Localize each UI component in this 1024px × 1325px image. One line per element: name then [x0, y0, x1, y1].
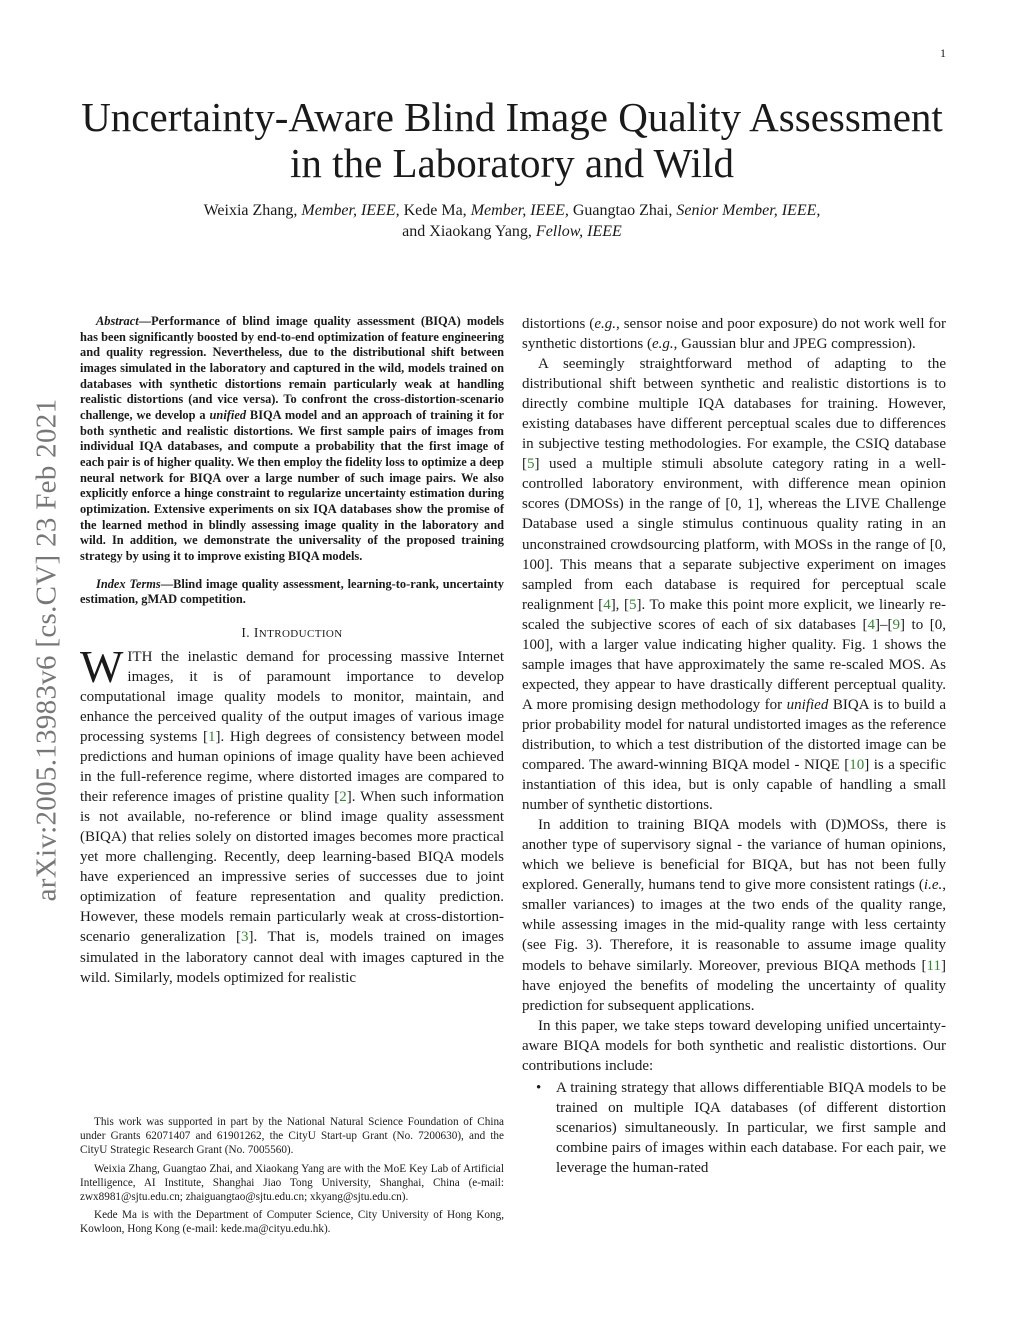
- author-role: Fellow, IEEE: [535, 223, 622, 240]
- paper-title: Uncertainty-Aware Blind Image Quality Assessment in the Laboratory and Wild: [81, 94, 943, 186]
- footnotes: [80, 1115, 504, 1241]
- footnote-affiliation: Kede Ma is with the Department of Computer Science, City University of Hong Kong, Kowloon, Hong Kong (e-mail: kede.ma@cityu.edu.hk).: [80, 1209, 504, 1236]
- math-range: [0, 100]: [522, 616, 946, 653]
- author-name: Guangtao Zhai,: [568, 202, 677, 219]
- author-role: Member, IEEE,: [470, 202, 569, 219]
- author-name: and Xiaokang Yang,: [402, 223, 536, 240]
- citation-link[interactable]: 5: [527, 456, 535, 473]
- author-role: Senior Member, IEEE,: [676, 202, 821, 219]
- contributions-list: [522, 1078, 946, 1178]
- intro-paragraph: WITH the inelastic demand for processing massive Internet images, it is of paramount importance to develop computational image quality models to monitor, maintain, and enhance the perceived quality of the output images of various image processing systems [1]. High degrees of consistency between model predictions and human opinions of image quality have been achieved in the full-reference regime, where distorted images are compared to their reference images of pristine quality [2]. When such information is not available, no-reference or blind image quality assessment (BIQA) that relies solely on distorted images becomes more practical yet more challenging. Recently, deep learning-based BIQA models have experienced an impressive series of successes due to joint optimization of feature representation and quality prediction. However, these models remain particularly weak at cross-distortion-scenario generalization [3]. That is, models trained on images simulated in the laboratory cannot deal with images captured in the wild. Similarly, models optimized for realistic: [80, 640, 505, 986]
- index-terms: Index Terms—Blind image quality assessment, learning-to-rank, uncertainty estimation, gMAD competition.: [80, 576, 505, 607]
- citation-link[interactable]: 11: [926, 957, 941, 974]
- author-name: Weixia Zhang,: [203, 202, 302, 219]
- left-column: [80, 314, 504, 988]
- citation-link[interactable]: 1: [208, 729, 216, 745]
- math-range: [0, 1]: [725, 496, 760, 513]
- citation-link[interactable]: 4: [603, 596, 611, 613]
- abstract-label: Abstract: [96, 314, 139, 328]
- citation-link[interactable]: 10: [849, 757, 865, 774]
- footnote-affiliation: Weixia Zhang, Guangtao Zhai, and Xiaokang Yang are with the MoE Key Lab of Artificial Intelligence, AI Institute, Shanghai Jiao Tong University, Shanghai, China (e-mail: zwx8981@sjtu.edu.cn; zhaiguangtao@sjtu.edu.cn; xkyang@sjtu.edu.cn).: [80, 1162, 504, 1204]
- author-name: Kede Ma,: [399, 202, 471, 219]
- emphasis: unified: [209, 407, 247, 422]
- bullet-icon: •: [536, 1079, 542, 1096]
- abstract: Abstract—Performance of blind image quality assessment (BIQA) models has been significantly boosted by end-to-end optimization of feature engineering and quality regression. Nevertheless, due to the distributional shift between images simulated in the laboratory and captured in the wild, models trained on databases with synthetic distortions remain particularly weak at handling realistic distortions (and vice versa). To confront the cross-distortion-scenario challenge, we develop a unified BIQA model and an approach of training it for both synthetic and realistic distortions. We first sample pairs of images from individual IQA databases, and compute a probability that the first image of each pair is of higher quality. We then employ the fidelity loss to optimize a deep neural network for BIQA over a large number of such image pairs. We also explicitly enforce a hinge constraint to regularize uncertainty estimation during optimization. Extensive experiments on six IQA databases show the promise of the learned method in blindly assessing image quality in the laboratory and wild. In addition, we demonstrate the universality of the proposed training strategy by using it to improve existing BIQA models.: [80, 314, 504, 563]
- index-terms-label: Index Terms: [96, 576, 161, 591]
- drop-cap: W: [80, 640, 124, 692]
- arxiv-identifier: arXiv:2005.13983v6 [cs.CV] 23 Feb 2021: [30, 398, 63, 902]
- author-line-2: [120, 221, 904, 242]
- author-role: Member, IEEE,: [301, 202, 400, 219]
- body-paragraph: A seemingly straightforward method of adapting to the distributional shift between synthetic and realistic distortions is to directly combine multiple IQA databases for training. However, existing databases have different perceptual scales due to differences in subjective testing methodologies. For example, the CSIQ database [5] used a multiple stimuli absolute category rating in a well-controlled laboratory environment, with difference mean opinion scores (DMOSs) in the range of [0, 1], whereas the LIVE Challenge Database used a single stimulus continuous quality rating in an unconstrained crowdsourcing platform, with MOSs in the range of [0, 100]. This means that a separate subjective experiment on images sampled from each database is required for perceptual scale realignment [4], [5]. To make this point more explicit, we linearly re-scaled the subjective scores of each of six databases [4]–[9] to [0, 100], with a larger value indicating higher quality. Fig. 1 shows the sample images that have approximately the same re-scaled MOS. As expected, they appear to have drastically different perceptual quality. A more promising design methodology for unified BIQA is to build a prior probability model for natural undistorted images as the reference distribution, to which a test distribution of the distorted image can be compared. The award-winning BIQA model - NIQE [10] is a specific instantiation of this idea, but is only capable of handling a small number of synthetic distortions.: [522, 356, 946, 814]
- list-item: • A training strategy that allows differentiable BIQA models to be trained on multiple IQA databases (of different distortion scenarios) simultaneously. In particular, we first sample and combine pairs of images within each database. For each pair, we leverage the human-rated: [536, 1079, 946, 1176]
- footnote-funding: This work was supported in part by the National Natural Science Foundation of China under Grants 62071407 and 61901262, the CityU Start-up Grant (No. 7200630), and the CityU Strategic Research Grant (No. 7005560).: [80, 1116, 504, 1157]
- citation-link[interactable]: 9: [892, 616, 900, 633]
- section-heading-introduction: I. INTRODUCTION: [241, 624, 343, 640]
- body-paragraph: In this paper, we take steps toward developing unified uncertainty-aware BIQA models for both synthetic and realistic distortions. Our contributions include:: [522, 1017, 946, 1074]
- right-column: [522, 314, 946, 1178]
- author-line-1: [120, 200, 904, 221]
- page-number: 1: [940, 46, 946, 60]
- citation-link[interactable]: 3: [241, 929, 249, 946]
- citation-link[interactable]: 4: [867, 616, 875, 633]
- body-paragraph: distortions (e.g., sensor noise and poor exposure) do not work well for synthetic distortions (e.g., Gaussian blur and JPEG compression).: [522, 316, 946, 353]
- body-paragraph: In addition to training BIQA models with (D)MOSs, there is another type of supervisory signal - the variance of human opinions, which we believe is beneficial for BIQA, but has not been fully explored. Generally, humans tend to give more consistent ratings (i.e., smaller variances) to images at the two ends of the quality range, while assessing images in the mid-quality range with less certainty (see Fig. 3). Therefore, it is reasonable to assume image quality models to behave similarly. Moreover, previous BIQA methods [11] have enjoyed the benefits of modeling the uncertainty of quality prediction for subsequent applications.: [522, 817, 946, 1014]
- citation-link[interactable]: 2: [339, 789, 347, 806]
- citation-link[interactable]: 5: [628, 596, 637, 613]
- author-list: [120, 200, 904, 242]
- math-range: [0, 100]: [522, 536, 946, 573]
